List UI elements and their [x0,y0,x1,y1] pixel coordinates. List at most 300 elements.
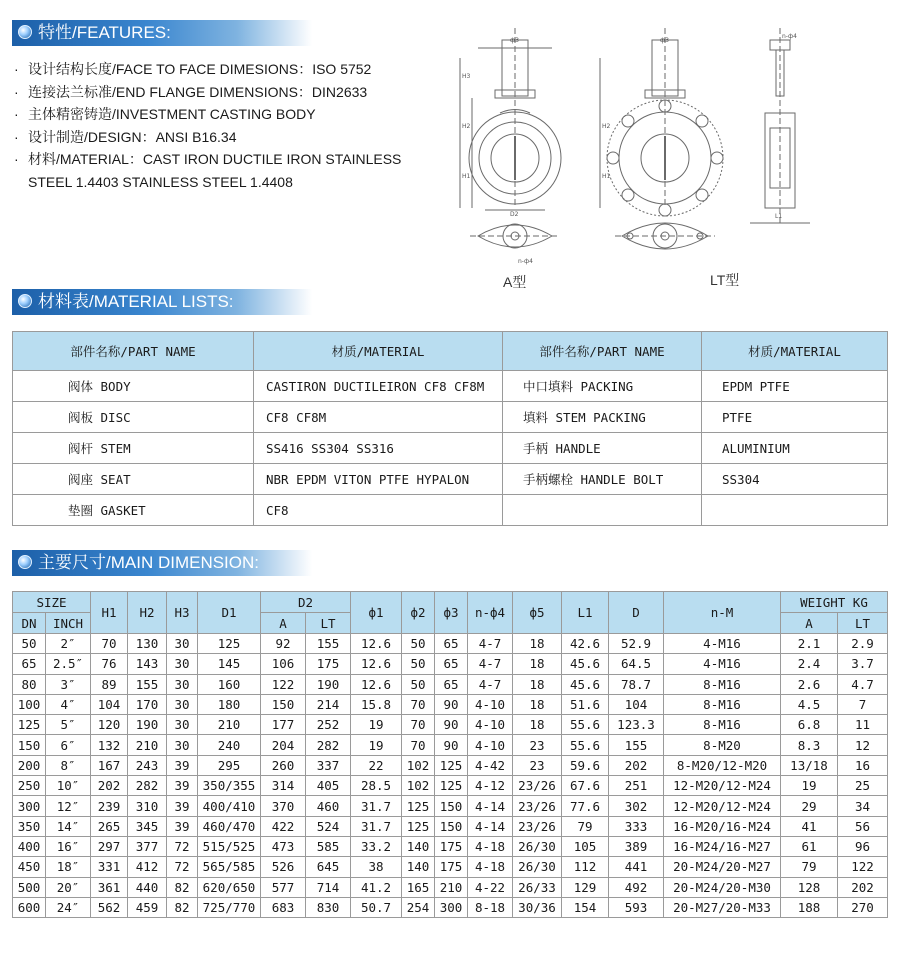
table-row: 阀板 DISC CF8 CF8M 填料 STEM PACKING PTFE [13,402,888,433]
table-cell: 125 [13,715,46,735]
table-cell: 2.6 [781,674,838,694]
table-cell: 65 [13,654,46,674]
table-cell: 38 [351,857,402,877]
table-cell: 175 [306,654,351,674]
table-cell: 297 [91,836,128,856]
table-cell: 4″ [46,694,91,714]
table-cell: 204 [261,735,306,755]
a-type-bottom-view [470,224,560,265]
table-cell: 333 [609,816,664,836]
valve-technical-drawing [440,18,880,293]
svg-text:ф3: ф3 [660,37,669,44]
table-cell: 120 [91,715,128,735]
table-cell: 337 [306,755,351,775]
feature-item: · 设计结构长度/FACE TO FACE DIMESIONS：ISO 5752 [14,61,372,77]
table-cell: 129 [562,877,609,897]
table-cell: 132 [91,735,128,755]
table-cell: 125 [435,755,468,775]
table-cell: 18″ [46,857,91,877]
table-cell: 16″ [46,836,91,856]
table-cell: 39 [167,816,198,836]
table-cell: 12.6 [351,674,402,694]
table-cell: 130 [128,634,167,654]
table-cell: 282 [128,776,167,796]
table-cell: 683 [261,897,306,917]
table-cell: 30 [167,674,198,694]
table-cell: 830 [306,897,351,917]
table-cell: 170 [128,694,167,714]
table-cell: 100 [13,694,46,714]
svg-text:H3: H3 [462,73,471,80]
feature-item: · 连接法兰标准/END FLANGE DIMENSIONS：DIN2633 [14,83,368,100]
table-cell: 4-10 [468,715,513,735]
table-cell: 12-M20/12-M24 [664,796,781,816]
table-cell: 210 [198,715,261,735]
dimension-table-body [13,634,888,918]
table-cell: 12″ [46,796,91,816]
table-cell: 13/18 [781,755,838,775]
table-cell: 3.7 [838,654,888,674]
table-cell: 106 [261,654,306,674]
table-cell: 125 [435,776,468,796]
table-cell: 460/470 [198,816,261,836]
table-cell: 239 [91,796,128,816]
table-cell: 20″ [46,877,91,897]
table-cell: 190 [128,715,167,735]
table-cell: 175 [435,857,468,877]
a-type-front-view [460,28,561,218]
table-cell: 65 [435,634,468,654]
table-header-row: SIZE H1 H2 H3 D1 D2 ф1 ф2 ф3 n-ф4 ф5 L1 D n-M WEIGHT KG [13,592,888,613]
table-cell: 270 [838,897,888,917]
table-cell: 26/30 [513,857,562,877]
table-cell: 180 [198,694,261,714]
table-cell: 377 [128,836,167,856]
table-cell: 90 [435,735,468,755]
table-cell: 79 [562,816,609,836]
materials-title: 材料表/MATERIAL LISTS: [38,292,234,311]
table-cell: 24″ [46,897,91,917]
table-cell: 314 [261,776,306,796]
table-cell: 20-M27/20-M33 [664,897,781,917]
table-cell: 78.7 [609,674,664,694]
table-subheader-row: DN INCH A LT A LT [13,613,888,634]
table-cell: 526 [261,857,306,877]
table-header-row: 部件名称/PART NAME 材质/MATERIAL 部件名称/PART NAME 材质/MATERIAL [13,332,888,371]
table-cell: 400 [13,836,46,856]
table-cell: 2.4 [781,654,838,674]
table-cell: 77.6 [562,796,609,816]
table-cell: 102 [402,776,435,796]
table-cell: 140 [402,857,435,877]
caption-a-type: A型 [503,274,527,290]
side-section-view [750,28,810,223]
table-cell: 76 [91,654,128,674]
table-cell: 265 [91,816,128,836]
table-cell: 620/650 [198,877,261,897]
table-cell: 56 [838,816,888,836]
feature-item: · 设计制造/DESIGN：ANSI B16.34 [14,128,237,145]
table-cell: 11 [838,715,888,735]
bullet-dot-icon [18,25,32,39]
table-cell: 250 [13,776,46,796]
features-title: 特性/FEATURES: [38,23,171,42]
table-cell: 55.6 [562,735,609,755]
table-cell: 8-M20 [664,735,781,755]
table-cell: 26/33 [513,877,562,897]
table-cell: 31.7 [351,816,402,836]
table-cell: 200 [13,755,46,775]
feature-item: · 材料/MATERIAL：CAST IRON DUCTILE IRON STAINLESS [14,151,402,167]
table-cell: 23/26 [513,776,562,796]
svg-text:H1: H1 [462,173,471,180]
table-cell: 104 [91,694,128,714]
table-cell: 2.1 [781,634,838,654]
table-cell: 240 [198,735,261,755]
table-cell: 405 [306,776,351,796]
table-cell: 214 [306,694,351,714]
table-row [13,816,888,836]
table-cell: 112 [562,857,609,877]
table-cell: 50.7 [351,897,402,917]
table-cell: 70 [402,694,435,714]
table-cell: 4-7 [468,674,513,694]
table-cell: 524 [306,816,351,836]
table-cell: 4.5 [781,694,838,714]
table-cell: 29 [781,796,838,816]
svg-text:H2: H2 [602,123,611,130]
table-row: 垫圈 GASKET CF8 [13,495,888,526]
table-cell: 210 [435,877,468,897]
table-cell: 8-18 [468,897,513,917]
table-cell: 23 [513,735,562,755]
table-cell: 39 [167,755,198,775]
table-cell: 125 [402,796,435,816]
table-cell: 3″ [46,674,91,694]
table-cell: 361 [91,877,128,897]
table-cell: 2″ [46,634,91,654]
table-cell: 165 [402,877,435,897]
table-cell: 125 [198,634,261,654]
table-cell: 22 [351,755,402,775]
table-cell: 302 [609,796,664,816]
table-cell: 45.6 [562,654,609,674]
table-cell: 202 [838,877,888,897]
table-cell: 39 [167,776,198,796]
table-cell: 145 [198,654,261,674]
table-cell: 96 [838,836,888,856]
table-cell: 4-7 [468,634,513,654]
table-cell: 31.7 [351,796,402,816]
table-cell: 70 [91,634,128,654]
table-cell: 4-10 [468,735,513,755]
table-cell: 72 [167,836,198,856]
table-cell: 61 [781,836,838,856]
feature-item-continuation: STEEL 1.4403 STAINLESS STEEL 1.4408 [28,173,293,190]
table-cell: 18 [513,694,562,714]
table-cell: 18 [513,654,562,674]
table-cell: 300 [13,796,46,816]
table-cell: 72 [167,857,198,877]
table-cell: 105 [562,836,609,856]
table-cell: 41.2 [351,877,402,897]
table-row [13,735,888,755]
table-cell: 102 [402,755,435,775]
table-cell: 459 [128,897,167,917]
table-cell: 39 [167,796,198,816]
dimensions-title: 主要尺寸/MAIN DIMENSION: [38,553,260,572]
table-cell: 4-18 [468,857,513,877]
table-cell: 440 [128,877,167,897]
table-cell: 473 [261,836,306,856]
table-cell: 14″ [46,816,91,836]
table-cell: 20-M24/20-M27 [664,857,781,877]
table-cell: 300 [435,897,468,917]
materials-title-bar [12,289,312,315]
table-cell: 50 [402,654,435,674]
table-cell: 79 [781,857,838,877]
table-cell: 577 [261,877,306,897]
table-cell: 104 [609,694,664,714]
table-cell: 260 [261,755,306,775]
table-cell: 70 [402,735,435,755]
table-cell: 12 [838,735,888,755]
svg-text:ф3: ф3 [510,37,519,44]
dimension-table [12,591,888,918]
table-cell: 210 [128,735,167,755]
table-row [13,796,888,816]
table-cell: 8-M16 [664,694,781,714]
table-cell: 30 [167,654,198,674]
table-cell: 600 [13,897,46,917]
feature-item: · 主体精密铸造/INVESTMENT CASTING BODY [14,106,316,122]
table-cell: 122 [838,857,888,877]
table-cell: 6.8 [781,715,838,735]
caption-lt-type: LT型 [710,272,740,288]
table-cell: 450 [13,857,46,877]
table-cell: 295 [198,755,261,775]
table-cell: 12.6 [351,654,402,674]
table-cell: 18 [513,715,562,735]
table-cell: 15.8 [351,694,402,714]
table-cell: 350 [13,816,46,836]
table-cell: 59.6 [562,755,609,775]
table-cell: 122 [261,674,306,694]
svg-text:H2: H2 [462,123,471,130]
table-cell: 585 [306,836,351,856]
svg-text:D2: D2 [510,211,519,218]
table-cell: 202 [609,755,664,775]
table-cell: 515/525 [198,836,261,856]
table-cell: 6″ [46,735,91,755]
table-cell: 19 [351,735,402,755]
table-cell: 4-M16 [664,634,781,654]
table-cell: 2.5″ [46,654,91,674]
table-row: 阀杆 STEM SS416 SS304 SS316 手柄 HANDLE ALUMINIUM [13,433,888,464]
table-cell: 345 [128,816,167,836]
table-row [13,755,888,775]
table-cell: 42.6 [562,634,609,654]
table-cell: 492 [609,877,664,897]
table-cell: 82 [167,897,198,917]
bullet-dot-icon [18,294,32,308]
table-cell: 7 [838,694,888,714]
table-cell: 23/26 [513,816,562,836]
table-cell: 150 [435,816,468,836]
table-cell: 50 [402,634,435,654]
table-cell: 562 [91,897,128,917]
bullet-dot-icon [18,555,32,569]
table-cell: 188 [781,897,838,917]
table-cell: 51.6 [562,694,609,714]
table-row [13,776,888,796]
table-cell: 33.2 [351,836,402,856]
svg-text:n-ф4: n-ф4 [518,258,533,265]
table-cell: 65 [435,654,468,674]
features-title-bar [12,20,312,46]
table-cell: 8″ [46,755,91,775]
table-cell: 8-M20/12-M20 [664,755,781,775]
table-cell: 645 [306,857,351,877]
table-cell: 441 [609,857,664,877]
table-cell: 30 [167,694,198,714]
table-cell: 26/30 [513,836,562,856]
table-cell: 155 [609,735,664,755]
table-cell: 16-M20/16-M24 [664,816,781,836]
table-row [13,715,888,735]
table-row [13,654,888,674]
table-cell: 28.5 [351,776,402,796]
table-row [13,897,888,917]
table-cell: 128 [781,877,838,897]
table-cell: 80 [13,674,46,694]
table-cell: 65 [435,674,468,694]
table-cell: 90 [435,715,468,735]
table-row [13,857,888,877]
table-cell: 90 [435,694,468,714]
table-cell: 12.6 [351,634,402,654]
table-cell: 350/355 [198,776,261,796]
table-cell: 8.3 [781,735,838,755]
table-cell: 8-M16 [664,715,781,735]
table-cell: 64.5 [609,654,664,674]
table-cell: 150 [435,796,468,816]
table-cell: 25 [838,776,888,796]
table-cell: 18 [513,634,562,654]
table-cell: 150 [261,694,306,714]
table-cell: 50 [13,634,46,654]
table-cell: 4-22 [468,877,513,897]
table-cell: 500 [13,877,46,897]
table-cell: 2.9 [838,634,888,654]
table-cell: 19 [351,715,402,735]
table-cell: 154 [562,897,609,917]
material-table [12,331,888,526]
table-cell: 23/26 [513,796,562,816]
table-cell: 143 [128,654,167,674]
table-cell: 140 [402,836,435,856]
table-row [13,694,888,714]
table-cell: 50 [402,674,435,694]
table-cell: 20-M24/20-M30 [664,877,781,897]
table-cell: 251 [609,776,664,796]
features-list [14,58,434,193]
table-cell: 4-12 [468,776,513,796]
table-cell: 16 [838,755,888,775]
table-cell: 155 [128,674,167,694]
table-cell: 4-10 [468,694,513,714]
table-cell: 714 [306,877,351,897]
table-row: 阀座 SEAT NBR EPDM VITON PTFE HYPALON 手柄螺栓 HANDLE BOLT SS304 [13,464,888,495]
dimensions-title-bar [12,550,312,576]
table-cell: 155 [306,634,351,654]
table-cell: 8-M16 [664,674,781,694]
table-cell: 370 [261,796,306,816]
svg-text:L1: L1 [775,213,783,220]
table-cell: 202 [91,776,128,796]
svg-text:n-ф4: n-ф4 [782,33,797,40]
table-cell: 254 [402,897,435,917]
table-cell: 412 [128,857,167,877]
table-cell: 4-42 [468,755,513,775]
table-cell: 565/585 [198,857,261,877]
table-cell: 4-14 [468,796,513,816]
table-cell: 190 [306,674,351,694]
table-cell: 70 [402,715,435,735]
table-row [13,877,888,897]
table-cell: 4-7 [468,654,513,674]
table-cell: 123.3 [609,715,664,735]
table-cell: 460 [306,796,351,816]
table-cell: 4-M16 [664,654,781,674]
table-cell: 150 [13,735,46,755]
table-cell: 45.6 [562,674,609,694]
table-cell: 177 [261,715,306,735]
lt-type-front-view [600,28,723,216]
table-cell: 30/36 [513,897,562,917]
table-cell: 4-18 [468,836,513,856]
table-cell: 282 [306,735,351,755]
lt-type-bottom-view [615,223,715,249]
table-cell: 593 [609,897,664,917]
table-row [13,674,888,694]
table-cell: 389 [609,836,664,856]
svg-text:H1: H1 [602,173,611,180]
table-cell: 19 [781,776,838,796]
table-cell: 422 [261,816,306,836]
table-cell: 23 [513,755,562,775]
table-cell: 18 [513,674,562,694]
table-cell: 41 [781,816,838,836]
table-cell: 160 [198,674,261,694]
table-cell: 52.9 [609,634,664,654]
table-cell: 92 [261,634,306,654]
table-cell: 725/770 [198,897,261,917]
table-cell: 30 [167,735,198,755]
table-row [13,836,888,856]
table-row [13,634,888,654]
table-cell: 331 [91,857,128,877]
table-cell: 55.6 [562,715,609,735]
table-cell: 125 [402,816,435,836]
table-cell: 252 [306,715,351,735]
table-cell: 67.6 [562,776,609,796]
table-cell: 16-M24/16-M27 [664,836,781,856]
table-cell: 175 [435,836,468,856]
table-cell: 89 [91,674,128,694]
table-cell: 12-M20/12-M24 [664,776,781,796]
table-cell: 82 [167,877,198,897]
